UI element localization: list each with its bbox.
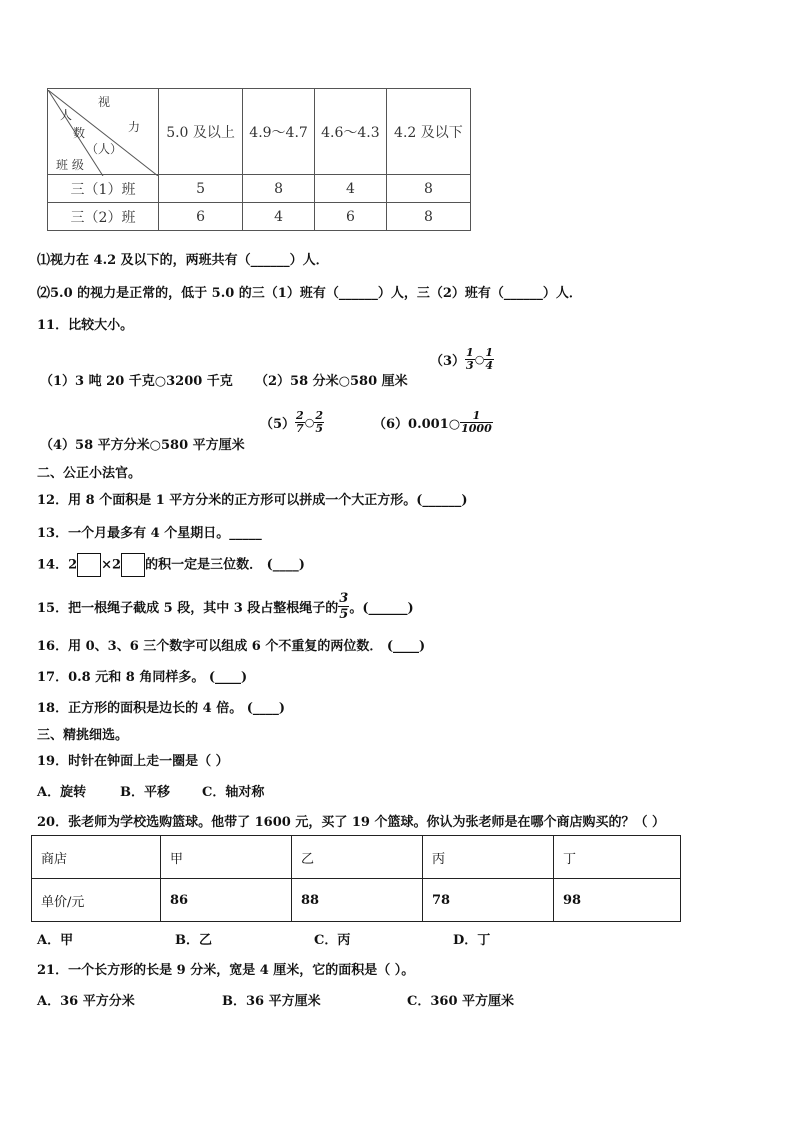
table-header-cell: 丙	[423, 836, 554, 879]
cell: 6	[159, 203, 243, 231]
q21-option-a[interactable]: A．36 平方分米	[37, 994, 135, 1009]
table-cell: 98	[554, 879, 681, 922]
cell: 8	[386, 175, 470, 203]
q21-option-c[interactable]: C．360 平方厘米	[407, 994, 515, 1009]
vision-table	[47, 88, 471, 231]
numerator: 1	[460, 410, 493, 423]
table-header-cell: 丁	[554, 836, 681, 879]
row-label: 三（2）班	[48, 203, 159, 231]
cell: 4	[314, 175, 386, 203]
table-cell: 单价/元	[32, 879, 161, 922]
q11-item6	[373, 410, 493, 435]
denominator: 4	[485, 359, 493, 372]
q20-option-d[interactable]: D．丁	[453, 933, 491, 948]
cell: 6	[314, 203, 386, 231]
answer-box[interactable]	[121, 553, 145, 577]
header-banji: 班 级	[56, 157, 84, 172]
q19-option-b[interactable]: B．平移	[120, 785, 170, 800]
question-11-title: 11．比较大小。	[37, 318, 134, 333]
table-row	[32, 836, 681, 879]
cell: 4	[243, 203, 315, 231]
q19-option-a[interactable]: A．旋转	[37, 785, 87, 800]
table-row	[32, 879, 681, 922]
table-cell: 88	[292, 879, 423, 922]
table-header-cell: 甲	[161, 836, 292, 879]
question-16: 16．用 0、3、6 三个数字可以组成 6 个不重复的两位数． (____)	[37, 639, 426, 654]
col-header: 4.6～4.3	[314, 89, 386, 175]
table-cell: 78	[423, 879, 554, 922]
cell: 8	[386, 203, 470, 231]
compare-circle: ○	[474, 353, 485, 366]
q11-item3-label: （3）	[430, 354, 466, 369]
denominator: 5	[315, 422, 323, 435]
fraction	[295, 410, 305, 435]
q11-item3	[430, 347, 494, 372]
section-3-title: 三、精挑细选。	[37, 728, 129, 743]
question-12: 12．用 8 个面积是 1 平方分米的正方形可以拼成一个大正方形。(______)	[37, 493, 468, 508]
price-table	[31, 835, 681, 922]
q20-option-b[interactable]: B．乙	[175, 933, 212, 948]
fraction	[460, 410, 493, 435]
numerator: 2	[315, 409, 323, 422]
row-label: 三（1）班	[48, 175, 159, 203]
col-header: 5.0 及以上	[159, 89, 243, 175]
q15-suffix: 。(______)	[349, 601, 414, 616]
question-14	[37, 553, 305, 577]
denominator: 7	[296, 422, 304, 435]
col-header: 4.9～4.7	[243, 89, 315, 175]
col-header: 4.2 及以下	[386, 89, 470, 175]
fraction	[465, 347, 475, 372]
question-13: 13．一个月最多有 4 个星期日。_____	[37, 526, 262, 541]
question-sub2: ⑵5.0 的视力是正常的，低于 5.0 的三（1）班有（______）人，三（2）班有（______）人．	[37, 286, 582, 301]
q21-option-b[interactable]: B．36 平方厘米	[222, 994, 321, 1009]
q20-option-c[interactable]: C．丙	[314, 933, 351, 948]
header-shi: 视	[98, 94, 111, 109]
question-sub1: ⑴视力在 4.2 及以下的，两班共有（______）人．	[37, 253, 329, 268]
answer-box[interactable]	[77, 553, 101, 577]
question-18: 18．正方形的面积是边长的 4 倍。 (____)	[37, 701, 286, 716]
fraction	[484, 347, 494, 372]
q14-prefix: 14．2	[37, 557, 78, 573]
denominator: 3	[466, 359, 474, 372]
header-unit: （人）	[86, 141, 123, 156]
q15-stem: 15．把一根绳子截成 5 段，其中 3 段占整根绳子的	[37, 601, 339, 616]
numerator: 1	[466, 346, 474, 359]
question-15	[37, 591, 414, 622]
q11-item6-label: （6）0.001○	[373, 417, 461, 432]
table-header-cell: 商店	[32, 836, 161, 879]
q20-option-a[interactable]: A．甲	[37, 933, 74, 948]
q19-option-c[interactable]: C．轴对称	[202, 785, 265, 800]
denominator: 5	[339, 607, 349, 622]
vision-table-header-diagonal	[48, 89, 159, 175]
q11-item1: （1）3 吨 20 千克○3200 千克	[40, 374, 233, 389]
section-2-title: 二、公正小法官。	[37, 466, 142, 481]
cell: 8	[243, 175, 315, 203]
numerator: 2	[296, 409, 304, 422]
cell: 5	[159, 175, 243, 203]
header-shu: 数	[73, 125, 86, 140]
question-19: 19．时针在钟面上走一圈是（ ）	[37, 754, 229, 769]
question-21: 21．一个长方形的长是 9 分米，宽是 4 厘米，它的面积是（ ）。	[37, 963, 415, 978]
numerator: 3	[339, 591, 349, 606]
table-header-cell: 乙	[292, 836, 423, 879]
question-20: 20．张老师为学校选购篮球。他带了 1600 元，买了 19 个篮球。你认为张老师是在哪个商店购买的？（ ）	[37, 815, 665, 830]
fraction	[338, 591, 349, 622]
table-row	[48, 203, 471, 231]
compare-circle: ○	[304, 416, 315, 429]
header-ren: 人	[60, 107, 73, 122]
fraction	[314, 410, 324, 435]
q11-item5-label: （5）	[260, 417, 296, 432]
q11-item5	[260, 410, 324, 435]
q14-times: ×2	[101, 557, 122, 573]
q11-item2: （2）58 分米○580 厘米	[255, 374, 408, 389]
numerator: 1	[485, 346, 493, 359]
table-row	[48, 175, 471, 203]
q11-item4: （4）58 平方分米○580 平方厘米	[40, 438, 245, 453]
table-cell: 86	[161, 879, 292, 922]
header-li: 力	[128, 119, 141, 134]
denominator: 1000	[461, 422, 492, 435]
question-17: 17．0.8 元和 8 角同样多。 (____)	[37, 670, 248, 685]
q14-suffix: 的积一定是三位数． (____)	[145, 557, 305, 573]
